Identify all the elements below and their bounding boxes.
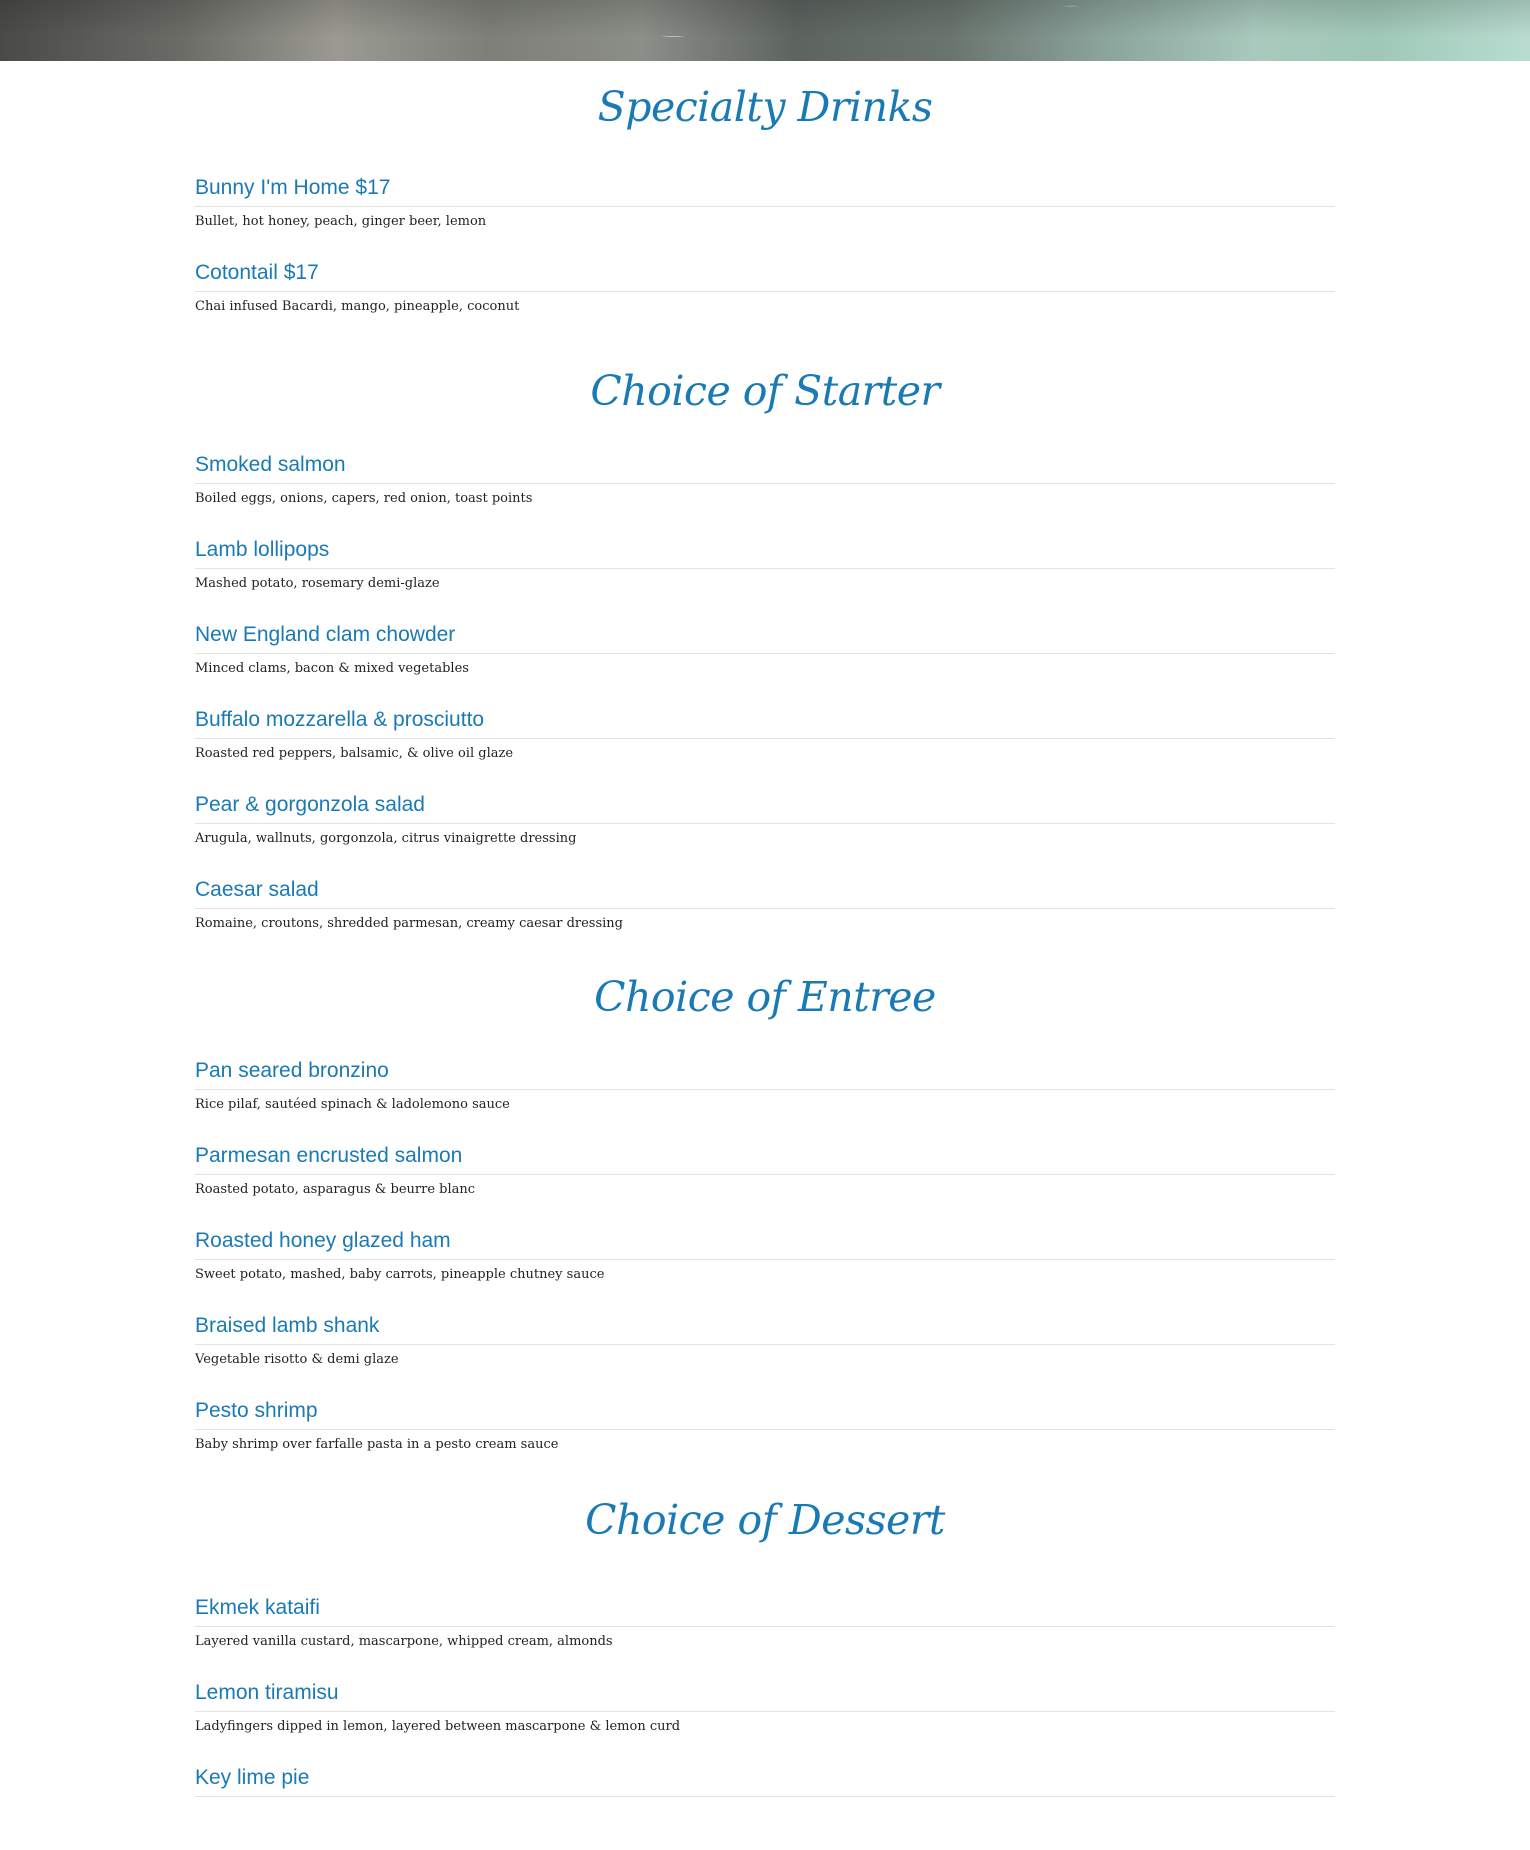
menu-item [195,1680,1335,1765]
menu-item-description: Chai infused Bacardi, mango, pineapple, coconut [195,299,520,314]
divider [195,1344,1335,1345]
divider [195,653,1335,654]
hero-banner-image [0,0,1530,61]
menu-item-name: Braised lamb shank [195,1314,380,1337]
section-title: Specialty Drinks [597,83,933,131]
menu-item [195,175,1335,260]
menu-item-description: Boiled eggs, onions, capers, red onion, toast points [195,491,533,506]
menu-item [195,877,1335,962]
menu-item-description: Rice pilaf, sautéed spinach & ladolemono sauce [195,1097,510,1112]
divider [195,483,1335,484]
section-title: Choice of Starter [590,367,940,415]
menu-item-description: Layered vanilla custard, mascarpone, whipped cream, almonds [195,1634,613,1649]
menu-item-name: Lemon tiramisu [195,1681,339,1704]
menu-item-name: Lamb lollipops [195,538,330,561]
menu-item-description: Sweet potato, mashed, baby carrots, pineapple chutney sauce [195,1267,605,1282]
menu-item [195,792,1335,877]
divider [195,1174,1335,1175]
menu-item-description: Ladyfingers dipped in lemon, layered between mascarpone & lemon curd [195,1719,681,1734]
section-choice-of-entree [195,973,1335,1483]
menu-item-name: Pesto shrimp [195,1399,318,1422]
menu [195,61,1335,1789]
menu-item [195,1143,1335,1228]
divider [195,823,1335,824]
menu-item-name: Ekmek kataifi [195,1596,320,1619]
section-choice-of-starter [195,367,1335,962]
menu-item-description: Arugula, wallnuts, gorgonzola, citrus vinaigrette dressing [195,831,577,846]
menu-item [195,537,1335,622]
menu-item-list [195,1595,1335,1850]
menu-item-name: Key lime pie [195,1766,310,1789]
menu-item [195,1228,1335,1313]
divider [195,568,1335,569]
menu-item-name: Buffalo mozzarella & prosciutto [195,708,485,731]
menu-item-name: Bunny I'm Home $17 [195,176,391,199]
divider [195,1259,1335,1260]
section-choice-of-dessert [195,1496,1335,1850]
menu-item [195,260,1335,345]
menu-item-list [195,175,1335,345]
menu-item [195,707,1335,792]
menu-item [195,1398,1335,1483]
menu-item-name: Pear & gorgonzola salad [195,793,425,816]
menu-item [195,1313,1335,1398]
divider [195,1796,1335,1797]
menu-item-name: Roasted honey glazed ham [195,1229,451,1252]
menu-item-description: Vegetable risotto & demi glaze [195,1352,399,1367]
menu-item-description: Roasted potato, asparagus & beurre blanc [195,1182,476,1197]
section-title: Choice of Dessert [585,1496,945,1544]
menu-item-description: Romaine, croutons, shredded parmesan, creamy caesar dressing [195,916,624,931]
menu-item-description: Minced clams, bacon & mixed vegetables [195,661,469,676]
menu-item [195,622,1335,707]
menu-item-description: Mashed potato, rosemary demi-glaze [195,576,440,591]
menu-item-list [195,452,1335,962]
menu-item-description: Bullet, hot honey, peach, ginger beer, lemon [195,214,487,229]
menu-item-list [195,1058,1335,1483]
divider [195,1429,1335,1430]
section-specialty-drinks [195,61,1335,345]
divider [195,206,1335,207]
menu-item-name: Caesar salad [195,878,319,901]
menu-item-name: Smoked salmon [195,453,346,476]
divider [195,738,1335,739]
menu-item [195,1765,1335,1850]
menu-item [195,452,1335,537]
menu-item [195,1595,1335,1680]
divider [195,1089,1335,1090]
menu-item-name: New England clam chowder [195,623,456,646]
divider [195,1711,1335,1712]
menu-item-name: Parmesan encrusted salmon [195,1144,463,1167]
divider [195,1626,1335,1627]
menu-item-description: Baby shrimp over farfalle pasta in a pesto cream sauce [195,1437,559,1452]
menu-item-name: Pan seared bronzino [195,1059,389,1082]
divider [195,908,1335,909]
menu-item-name: Cotontail $17 [195,261,319,284]
section-title: Choice of Entree [594,973,936,1021]
divider [195,291,1335,292]
menu-item [195,1058,1335,1143]
menu-item-description: Roasted red peppers, balsamic, & olive oil glaze [195,746,514,761]
